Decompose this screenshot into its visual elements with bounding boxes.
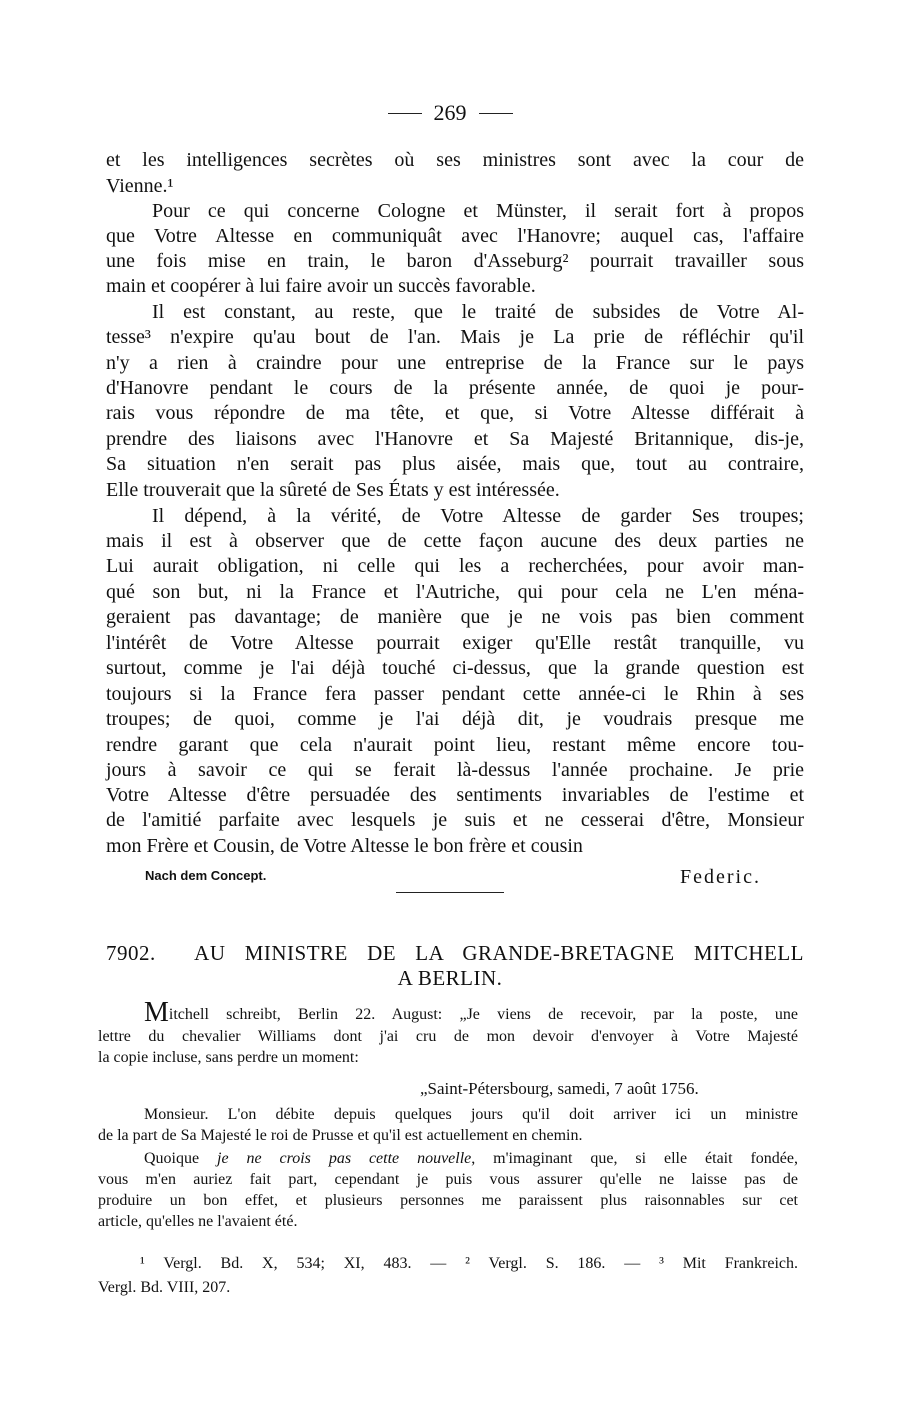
- header-dash-right: [479, 113, 513, 114]
- text-line: mais il est à observer que de cette façon aucune des deux parties ne: [106, 530, 804, 552]
- quote-line: de la part de Sa Majesté le roi de Prusse et qu'il est actuellement en chemin.: [98, 1127, 583, 1144]
- drop-initial: M: [144, 997, 169, 1028]
- entry-title-line1: AU MINISTRE DE LA GRANDE-BRETAGNE MITCHELL: [194, 941, 804, 965]
- entry-heading: [106, 941, 804, 966]
- quote-line: Monsieur. L'on débite depuis quelques jours qu'il doit arriver ici un ministre: [144, 1106, 798, 1123]
- text-line: Votre Altesse d'être persuadée des sentiments invariables de l'estime et: [106, 784, 804, 806]
- text-line: surtout, comme je l'ai déjà touché ci-dessus, que la grande question est: [106, 657, 804, 679]
- text-line: prendre des liaisons avec l'Hanovre et Sa Majesté Britannique, dis-je,: [106, 428, 804, 450]
- quote-line: article, qu'elles ne l'avaient été.: [98, 1213, 298, 1230]
- entry-title-line2: A BERLIN.: [397, 966, 503, 990]
- text-line: troupes; de quoi, comme je l'ai déjà dit, je voudrais presque me: [106, 708, 804, 730]
- page-number: 269: [433, 100, 467, 125]
- text-line: l'intérêt de Votre Altesse pourrait exiger qu'Elle restât tranquille, vu: [106, 632, 804, 654]
- signature: Federic.: [680, 866, 761, 888]
- text-line: rendre garant que cela n'aurait point lieu, restant même encore tou-: [106, 734, 804, 756]
- header-dash-left: [388, 113, 422, 114]
- intro-line-rest: itchell schreibt, Berlin 22. August: „Je viens de recevoir, par la poste, une: [168, 1006, 798, 1023]
- intro-line: [144, 997, 798, 1028]
- text-line: geraient pas davantage; de manière que je ne vois pas bien comment: [106, 606, 804, 628]
- text-line: d'Hanovre pendant le cours de la présente année, de quoi je pour-: [106, 377, 804, 399]
- quote-line: vous m'en auriez fait part, cependant je puis vous assurer qu'elle ne laisse pas de: [98, 1171, 798, 1188]
- quote-line: produire un bon effet, et plusieurs personnes me paraissent plus raisonnables sur cet: [98, 1192, 798, 1209]
- text-line: tesse³ n'expire qu'au bout de l'an. Mais je La prie de réfléchir qu'il: [106, 326, 804, 348]
- dateline: „Saint-Pétersbourg, samedi, 7 août 1756.: [420, 1079, 699, 1098]
- intro-line: lettre du chevalier Williams dont j'ai cru de mon devoir d'envoyer à Votre Majesté: [98, 1028, 798, 1045]
- text-line: mon Frère et Cousin, de Votre Altesse le bon frère et cousin: [106, 835, 583, 857]
- text-line: Elle trouverait que la sûreté de Ses États y est intéressée.: [106, 479, 560, 501]
- text-line: Pour ce qui concerne Cologne et Münster, il serait fort à propos: [152, 200, 804, 222]
- footnote-line: ¹ Vergl. Bd. X, 534; XI, 483. — ² Vergl. S. 186. — ³ Mit Frankreich.: [140, 1255, 798, 1272]
- text-line: n'y a rien à craindre pour une entreprise de la France sur le pays: [106, 352, 804, 374]
- text-line: Il dépend, à la vérité, de Votre Altesse de garder Ses troupes;: [152, 505, 804, 527]
- text-line: main et coopérer à lui faire avoir un succès favorable.: [106, 275, 536, 297]
- text-line: rais vous répondre de ma tête, et que, si Votre Altesse différait à: [106, 402, 804, 424]
- italic-phrase: je ne crois pas cette nouvelle: [217, 1150, 472, 1167]
- text-line: Il est constant, au reste, que le traité de subsides de Votre Al-: [152, 301, 804, 323]
- text-line: Sa situation n'en serait pas plus aisée, mais que, tout au contraire,: [106, 453, 804, 475]
- source-note: Nach dem Concept.: [145, 868, 267, 883]
- quote-segment: Quoique: [144, 1150, 218, 1167]
- text-line: et les intelligences secrètes où ses ministres sont avec la cour de: [106, 149, 804, 171]
- page-header: [0, 100, 900, 126]
- text-line: toujours si la France fera passer pendant cette année-ci le Rhin à ses: [106, 683, 804, 705]
- text-line: une fois mise en train, le baron d'Asseburg² pourrait travailler sous: [106, 250, 804, 272]
- entry-number: 7902.: [106, 941, 156, 965]
- intro-line: la copie incluse, sans perdre un moment:: [98, 1049, 359, 1066]
- section-divider: [396, 892, 504, 893]
- text-line: que Votre Altesse en communiquât avec l'Hanovre; auquel cas, l'affaire: [106, 225, 804, 247]
- quote-line: [144, 1148, 798, 1169]
- text-line: jours à savoir ce qui se ferait là-dessus l'année prochaine. Je prie: [106, 759, 804, 781]
- text-line: qué son but, ni la France et l'Autriche, qui pour cela ne L'en ména-: [106, 581, 804, 603]
- text-line: de l'amitié parfaite avec lesquels je suis et ne cesserai d'être, Monsieur: [106, 809, 804, 831]
- footnote-line: Vergl. Bd. VIII, 207.: [98, 1279, 231, 1296]
- quote-segment: , m'imaginant que, si elle était fondée,: [471, 1150, 798, 1167]
- text-line: Vienne.¹: [106, 175, 174, 197]
- text-line: Lui aurait obligation, ni celle qui les a recherchées, pour avoir man-: [106, 555, 804, 577]
